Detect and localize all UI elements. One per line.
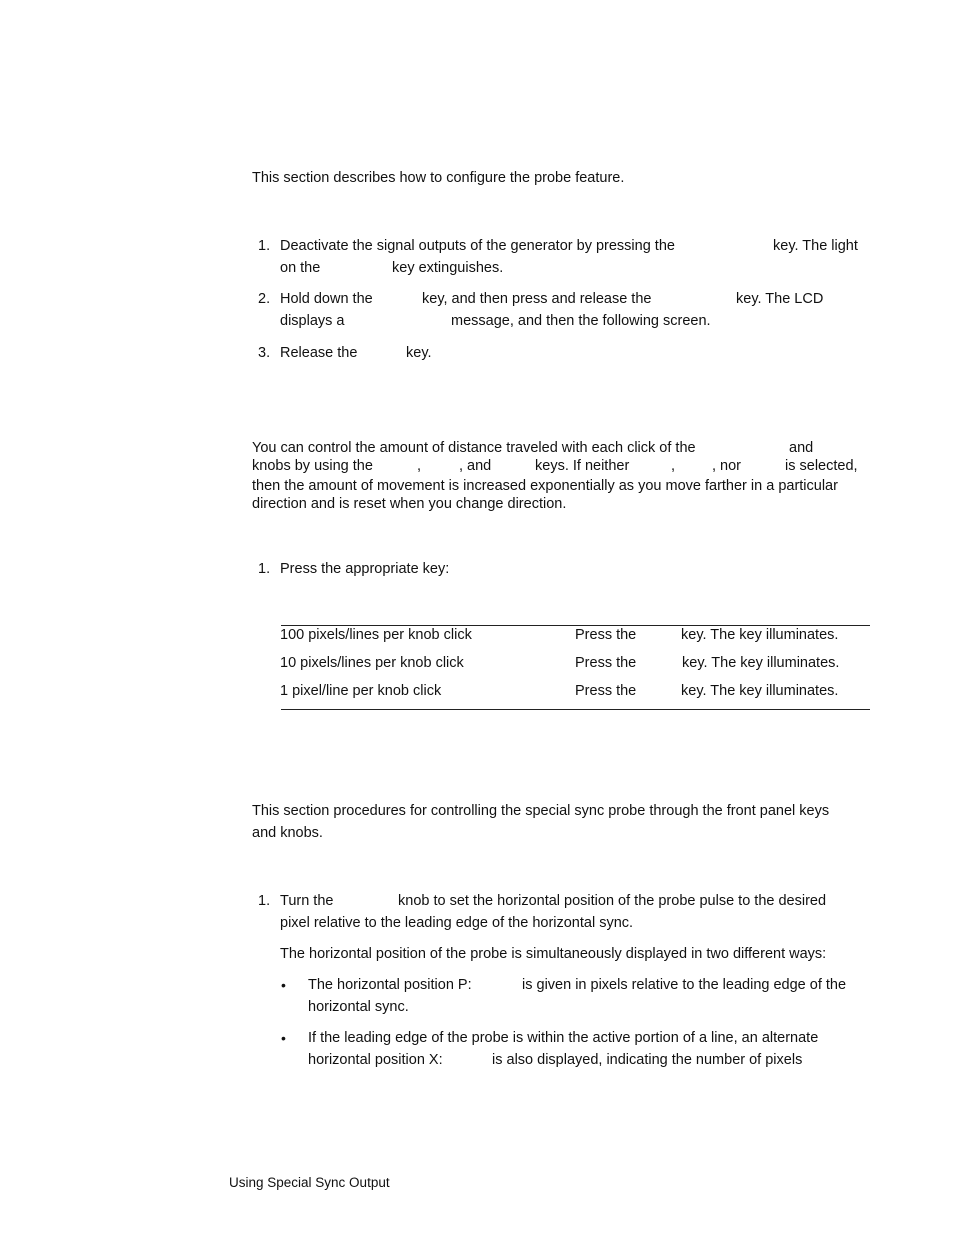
table-cell: key. The key illuminates. bbox=[681, 627, 839, 643]
paragraph-text: and bbox=[789, 440, 814, 456]
step-text: message, and then the following screen. bbox=[451, 313, 711, 329]
bullet-text: The horizontal position P: bbox=[308, 977, 472, 993]
step-text: key. The light bbox=[773, 238, 858, 254]
table-cell: 1 pixel/line per knob click bbox=[280, 683, 442, 699]
step-note: The horizontal position of the probe is simultaneously displayed in two different ways: bbox=[280, 946, 827, 962]
paragraph-text: , bbox=[417, 458, 422, 474]
page-footer: Using Special Sync Output bbox=[229, 1175, 390, 1190]
table-cell: Press the bbox=[575, 655, 637, 671]
bullet-text: horizontal position X: bbox=[308, 1052, 443, 1068]
step-text: Release the bbox=[280, 345, 358, 361]
step-number: 1. bbox=[258, 561, 271, 577]
table-cell: key. The key illuminates. bbox=[682, 655, 840, 671]
step-text: Press the appropriate key: bbox=[280, 561, 450, 577]
step-number: 2. bbox=[258, 291, 271, 307]
paragraph-text: knobs by using the bbox=[252, 458, 373, 474]
paragraph-text: This section procedures for controlling the special sync probe through the front panel keys bbox=[252, 803, 830, 819]
step-text: Hold down the bbox=[280, 291, 373, 307]
bullet-text: is given in pixels relative to the leading edge of the bbox=[522, 977, 847, 993]
step-text: pixel relative to the leading edge of the horizontal sync. bbox=[280, 915, 634, 931]
table-cell: key. The key illuminates. bbox=[681, 683, 839, 699]
table-cell: 100 pixels/lines per knob click bbox=[280, 627, 472, 643]
step-text: key, and then press and release the bbox=[422, 291, 652, 307]
step-number: 1. bbox=[258, 893, 271, 909]
table-cell: Press the bbox=[575, 627, 637, 643]
paragraph-text: then the amount of movement is increased exponentially as you move farther in a particular bbox=[252, 478, 838, 494]
bullet-text: horizontal sync. bbox=[308, 999, 409, 1015]
table-cell: Press the bbox=[575, 683, 637, 699]
paragraph-text: , bbox=[671, 458, 676, 474]
section-intro-text: This section describes how to configure the probe feature. bbox=[252, 170, 625, 186]
paragraph-text: is selected, bbox=[785, 458, 858, 474]
table-cell: 10 pixels/lines per knob click bbox=[280, 655, 464, 671]
bullet-text: is also displayed, indicating the number of pixels bbox=[492, 1052, 803, 1068]
bullet-symbol: • bbox=[281, 1030, 286, 1046]
paragraph-text: , and bbox=[459, 458, 492, 474]
step-text: key. bbox=[406, 345, 432, 361]
paragraph-text: and knobs. bbox=[252, 825, 323, 841]
step-number: 1. bbox=[258, 238, 271, 254]
step-text: key. The LCD bbox=[736, 291, 824, 307]
paragraph-text: You can control the amount of distance traveled with each click of the bbox=[252, 440, 696, 456]
step-text: knob to set the horizontal position of the probe pulse to the desired bbox=[398, 893, 827, 909]
step-text: Deactivate the signal outputs of the generator by pressing the bbox=[280, 238, 675, 254]
paragraph-text: keys. If neither bbox=[535, 458, 630, 474]
paragraph-text: , nor bbox=[712, 458, 742, 474]
bullet-symbol: • bbox=[281, 977, 286, 993]
step-text: on the bbox=[280, 260, 321, 276]
step-text: displays a bbox=[280, 313, 345, 329]
step-text: key extinguishes. bbox=[392, 260, 504, 276]
step-number: 3. bbox=[258, 345, 271, 361]
bullet-text: If the leading edge of the probe is within the active portion of a line, an alternate bbox=[308, 1030, 819, 1046]
step-text: Turn the bbox=[280, 893, 334, 909]
paragraph-text: direction and is reset when you change direction. bbox=[252, 496, 567, 512]
table-bottom-rule bbox=[281, 709, 870, 710]
